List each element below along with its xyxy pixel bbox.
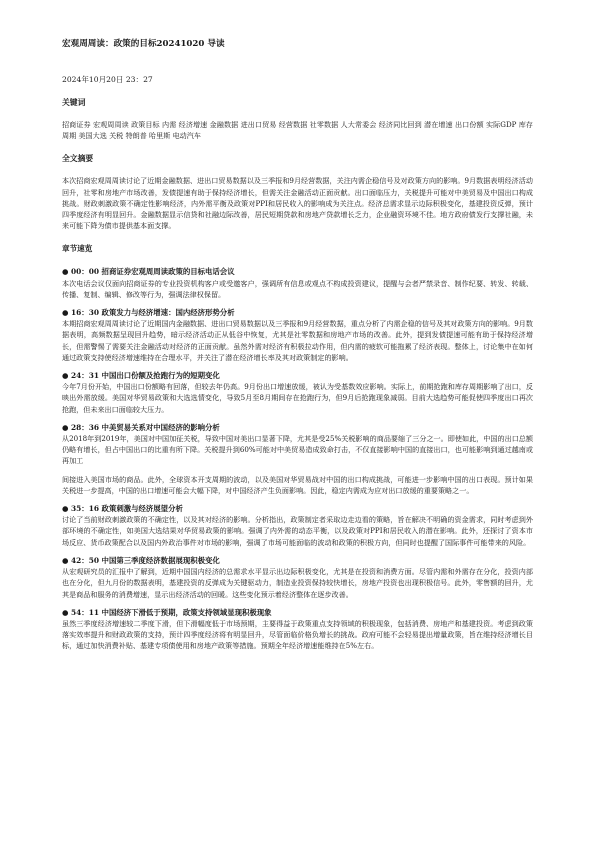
chapter-title: ● 24：31 中国出口份额及抢跑行为的短期变化 xyxy=(62,371,220,381)
keywords-text: 招商证券 宏观周周读 政策目标 内需 经济增速 金融数据 进出口贸易 经营数据 社零数据 人大常委会 经济同比回到 潜在增速 出口份额 实际GDP 库存周期 美国大选 关税 特朗普 哈里斯 电动汽车 xyxy=(62,120,533,141)
chapter-text: 讨论了当前财政刺激政策的不确定性，以及其对经济的影响。分析指出，政策制定者采取边走边看的策略，旨在解决不明确的资金需求，同时考虑到外部环境的不确定性，如美国大选结果对华贸易政策的影响。强调了内外需的动态平衡，以及政策对PPI和居民收入的潜在影响。此外，还探讨了资本市场反应、货币政策配合以及国内外政治事件对市场的影响，强调了市场可能面临的波动和政策的积极方向，但同时也提醒了国际事件可能带来的风险。 xyxy=(62,515,533,547)
chapter-title: ● 42：50 中国第三季度经济数据展现积极变化 xyxy=(62,555,220,565)
summary-heading: 全文摘要 xyxy=(62,154,94,164)
chapter-text: 本次电话会议仅面向招商证券的专业投资机构客户或受邀客户，强调所有信息或观点不构成投资建议，提醒与会者严禁录音、制作纪要、转发、转载、传播、复制、编辑、修改等行为，强调法律权保留。 xyxy=(62,278,533,299)
chapter-item xyxy=(62,370,533,415)
chapter-title: ● 35：16 政策刺激与经济展望分析 xyxy=(62,504,183,514)
chapter-item xyxy=(62,266,533,300)
summary-text: 本次招商宏观周周读讨论了近期金融数据、进出口贸易数据以及三季报和9月经营数据，关注内需企稳信号及对政策方向的影响。9月数据表明经济活动回升，社零和房地产市场改善，发债提速有助于保持经济增长，但需关注金融活动正面贡献。出口面临压力，关税提升可能对中美贸易及中国出口构成挑战。财政刺激政策不确定性影响经济，内外需平衡及政策对PPI和居民收入的影响成为关注点。经济总需求显示边际积极变化，基建投资反弹，预计四季度经济有明显回升。金融数据显示信贷和社融边际改善，居民短期贷款和房地产贷款增长乏力，企业融资环境不佳。地方政府债发行支撑社融，未来可能下降为债市提供基本面支撑。 xyxy=(62,176,533,231)
chapter-item xyxy=(62,503,533,548)
chapter-text: 从宏观研究员的汇报中了解到，近期中国国内经济的总需求水平显示出边际积极变化，尤其是在投资和消费方面。尽管内需和外需存在分化，投资内部也在分化，但九月份的数据表明，基建投资的反弹成为关键驱动力，制造业投资保持较快增长，房地产投资也出现积极信号。此外，零售额的回升，尤其是商品和服务的消费增速，显示出经济活动的回暖。这些变化预示着经济整体在逐步改善。 xyxy=(62,567,533,599)
chapter-item xyxy=(62,307,533,363)
keywords-heading: 关键词 xyxy=(62,98,86,107)
chapter-title: ● 28：36 中美贸易关系对中国经济的影响分析 xyxy=(62,422,220,432)
chapter-item xyxy=(62,555,533,600)
document-title: 宏观周周读：政策的目标20241020 导读 xyxy=(62,39,225,49)
document-date: 2024年10月20日 23：27 xyxy=(62,75,153,84)
chapter-text-continued: 间接进入美国市场的商品。此外，全球资本开支周期的波动，以及美国对华贸易战对中国的出口构成挑战，可能进一步影响中国的出口表现。预计如果关税进一步提高，中国的出口增速可能会大幅下降，对中国经济产生负面影响。因此，稳定内需成为应对出口放缓的重要策略之一。 xyxy=(62,474,533,495)
chapter-item xyxy=(62,607,533,652)
chapter-title: ● 16：30 政策发力与经济增速：国内经济形势分析 xyxy=(62,308,235,318)
chapter-text: 虽然三季度经济增速较二季度下滑，但下滑幅度低于市场预期，主要得益于政策重点支持领域的积极现象，包括消费、房地产和基建投资。考虑到政策落实效率提升和财政政策的支持，预计四季度经济将有明显回升，尽管面临价格负增长的挑战。政府可能不会轻易提出增量政策，旨在维持经济增长目标，通过加快消费补贴、基建专项债使用和房地产政策等措施。预期全年经济增速能维持在5%左右。 xyxy=(62,618,533,651)
chapters-heading: 章节速览 xyxy=(62,244,93,254)
chapter-text: 今年7月份开始，中国出口份额略有回落，但较去年仍高。9月份出口增速放缓，被认为受基数效应影响。实际上，前期抢跑和库存周期影响了出口，反映出外需放缓。美国对华贸易政策和大选选情变化，导致5月至8月期间存在抢跑行为，但9月后抢跑现象减弱。目前大选趋势可能促使四季度出口再次抢跑，但未来出口面临较大压力。 xyxy=(62,382,533,414)
chapter-title: ● 54：11 中国经济下滑低于预期，政策支持领域显现积极现象 xyxy=(62,607,272,617)
chapter-text: 本期招商宏观周周读讨论了近期国内金融数据、进出口贸易数据以及三季报和9月经营数据，重点分析了内需企稳的信号及其对政策方向的影响。9月数据表明，高频数据呈现回升趋势，暗示经济活动正从低谷中恢复，尤其是社零数据和房地产市场的改善。此外，提到发债提速可能有助于保持经济增长，但需警惕了需要关注金融活动对经济的正面贡献。虽然外需对经济有积极拉动作用，但内需的疲软可能拖累了经济表现。整体上，讨论集中在如何通过政策支持使经济增速维持在合理水平，并关注了潜在经济增长率及其对政策制定的影响。 xyxy=(62,319,533,362)
chapter-item xyxy=(62,422,533,496)
chapter-text: 从2018年到2019年，美国对中国加征关税，导致中国对美出口显著下降，尤其是受25%关税影响的商品要缩了三分之一。即使如此，中国的出口总额仍略有增长，但占中国出口的比重有所下降。关税提升到60%可能对中美贸易造成致命打击，不仅直接影响中国的直接出口，也可能影响到通过越南或再加工 xyxy=(62,434,533,466)
chapter-title: ● 00：00 招商证券宏观周周读政策的目标电话会议 xyxy=(62,267,235,277)
